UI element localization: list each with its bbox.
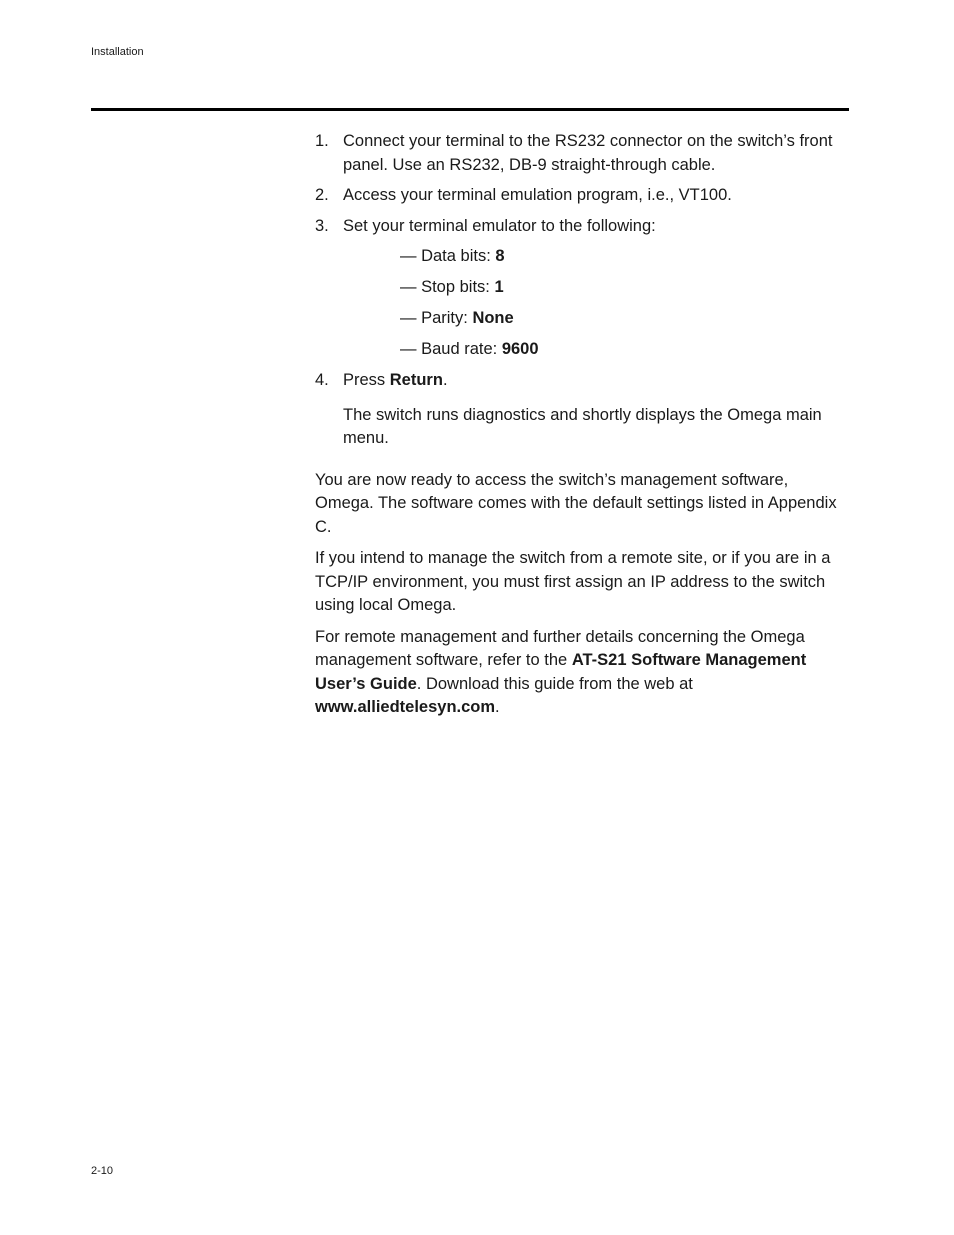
p3-text-a: For remote management and further details concerning the Omega management software, refer to the [315, 627, 805, 669]
setting-parity [400, 307, 850, 331]
setting-label: — Parity: [400, 309, 473, 327]
step-text: Access your terminal emulation program, i.e., VT100. [343, 186, 732, 204]
setting-label: — Baud rate: [400, 340, 502, 358]
step-1 [315, 130, 850, 177]
terminal-settings-list [400, 245, 850, 362]
step4-suffix: . [442, 371, 448, 389]
guide-title: AT-S21 Software Management User’s Guide [315, 651, 807, 693]
step4-prefix: Press [343, 371, 390, 389]
setting-value: None [472, 309, 514, 327]
step-number: 4. [315, 371, 329, 389]
setting-label: — Data bits: [400, 247, 496, 265]
setting-value: 9600 [501, 340, 539, 358]
paragraph-remote-management [315, 626, 850, 720]
step-number: 2. [315, 186, 329, 204]
step-number: 1. [315, 132, 329, 150]
step-4 [315, 369, 850, 393]
step-text [343, 369, 850, 393]
page-content [315, 130, 850, 728]
setting-value: 8 [495, 247, 505, 265]
paragraph-ready: You are now ready to access the switch’s management software, Omega. The software comes with the default settings listed in Appendix C. [315, 470, 837, 536]
header-rule [91, 108, 849, 111]
setting-value: 1 [494, 278, 504, 296]
website-url: www.alliedtelesyn.com [315, 698, 496, 716]
paragraph-remote-site: If you intend to manage the switch from a remote site, or if you are in a TCP/IP environment, you must first assign an IP address to the switch using local Omega. [315, 549, 831, 614]
setting-stop-bits [400, 276, 850, 300]
step-4-result: The switch runs diagnostics and shortly displays the Omega main menu. [343, 405, 822, 447]
step-number: 3. [315, 216, 329, 235]
running-header: Installation [91, 46, 144, 58]
step-3 [315, 215, 850, 239]
step-text: Connect your terminal to the RS232 connector on the switch’s front panel. Use an RS232, DB-9 straight-through cable. [343, 132, 833, 174]
return-key: Return [389, 371, 443, 389]
step-text: Set your terminal emulator to the following: [343, 216, 656, 235]
step-2 [315, 184, 850, 208]
setting-baud-rate [400, 338, 850, 362]
setting-label: — Stop bits: [400, 278, 495, 296]
page-number: 2-10 [91, 1165, 114, 1177]
setting-data-bits [400, 245, 850, 269]
p3-text-b: . Download this guide from the web at [416, 674, 693, 693]
p3-text-c: . [495, 698, 500, 716]
